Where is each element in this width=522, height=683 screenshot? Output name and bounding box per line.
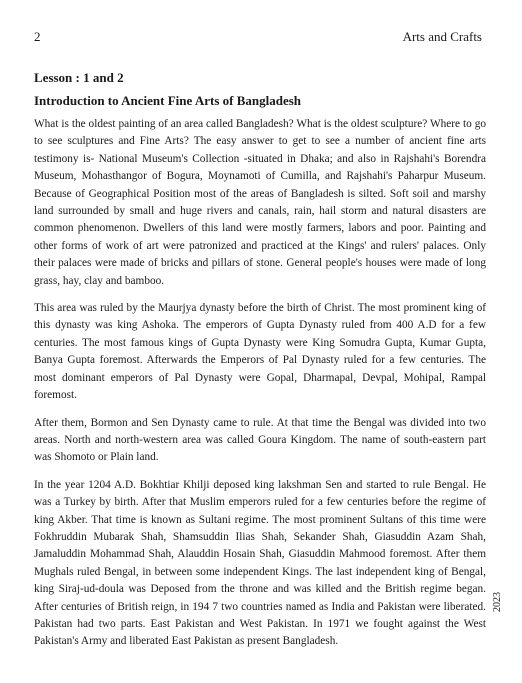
page-body [34,70,486,661]
running-header-title: Arts and Crafts [402,29,482,44]
section-title: Introduction to Ancient Fine Arts of Bangladesh [34,93,302,108]
page-number: 2 [34,29,41,44]
paragraph-bormon-sen: After them, Bormon and Sen Dynasty came to rule. At that time the Bengal was divided into two areas. North and north-western area was called Goura Kingdom. The name of south-eastern part was Shomoto or Plain land. [34,416,486,464]
paragraph-sultani-mughal-british: In the year 1204 A.D. Bokhtiar Khilji deposed king lakshman Sen and started to rule Bengal. He was a Turkey by birth. After that Muslim emperors ruled for a few centuries before the regime of king Akber. That time is known as Sultani regime. The most prominent Sultans of this time were Fokhruddin Mubarak Shah, Shamsuddin Ilias Shah, Sekander Shah, Giasuddin Azam Shah, Jamaluddin Mohammad Shah, Alauddin Hosain Shah, Giasuddin Mahmood foremost. After them Mughals ruled Bengal, in between some independent Kings. The last independent king of Bengal, king Siraj-ud-doula was Deposed from the throne and was killed and the British regime began. After centuries of British reign, in 194 7 two countries named as India and Pakistan were liberated. Pakistan had two parts. East Pakistan and West Pakistan. In 1971 we fought against the West Pakistan's Army and liberated East Pakistan as present Bangladesh. [34,478,486,648]
paragraph-dynasties: This area was ruled by the Maurjya dynasty before the birth of Christ. The most prominent king of this dynasty was king Ashoka. The emperors of Gupta Dynasty ruled from 400 A.D for a few centuries. The most famous kings of Gupta Dynasty were King Somudra Gupta, Kumar Gupta, Banya Gupta foremost. Afterwards the Emperors of Pal Dynasty ruled for a few centuries. The most dominant emperors of Pal Dynasty were Gopal, Dharmapal, Devpal, Mohipal, Rampal foremost. [34,302,486,402]
paragraph-intro: What is the oldest painting of an area called Bangladesh? What is the oldest sculpture? Where to go to see sculptures and Fine Arts? The easy answer to get to see a number of ancient fine arts testimony is- National Museum's Collection -situated in Dhaka; and also in Rajshahi's Borendra Museum, Mohasthangor of Bogura, Moynamoti of Cumilla, and Rajshahi's Paharpur Museum. Because of Geographical Position most of the areas of Bangladesh is silted. Soft soil and marshy land surrounded by small and huge rivers and canals, rain, hail storm and natural disasters are common phenomenon. Dwellers of this land were mostly farmers, labors and poor. Painting and other forms of work of art were patronized and practiced at the Kings' and rulers' palaces. Only their palaces were made of bricks and pillars of stone. General people's houses were made of long grass, hay, clay and bamboo. [34,118,486,287]
lesson-label: Lesson : 1 and 2 [34,70,124,85]
year-stamp: 2023 [492,592,503,612]
